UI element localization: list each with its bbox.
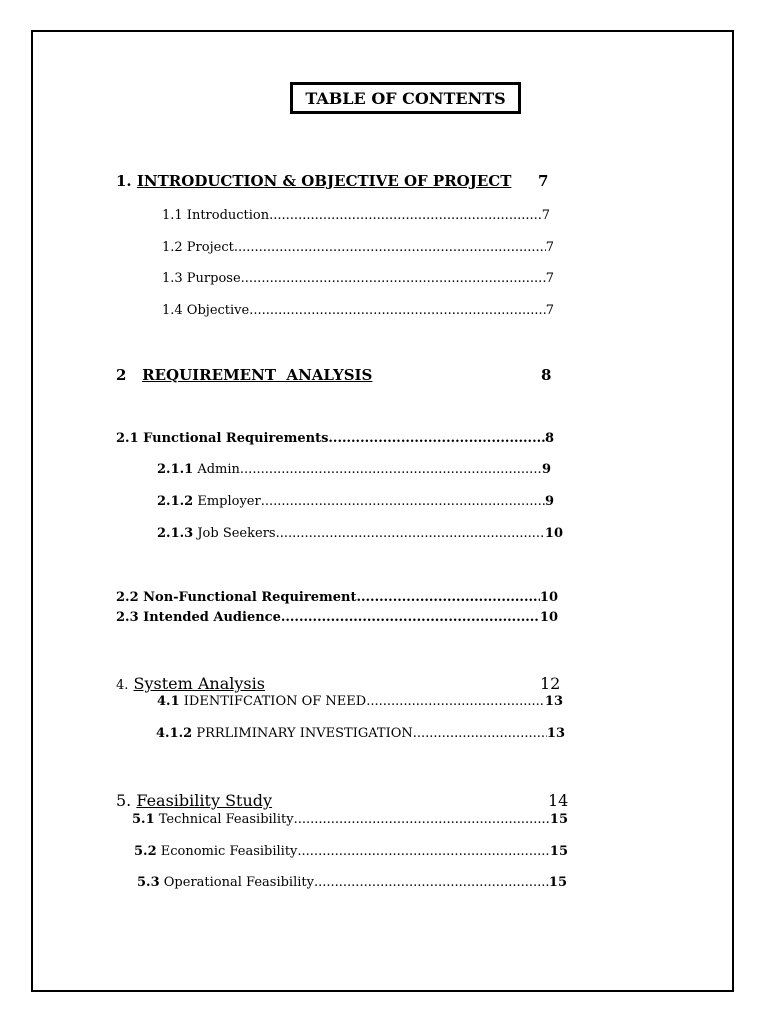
toc-entry-2-1-1[interactable] (157, 462, 551, 477)
leader-dots (297, 844, 550, 859)
leader-dots (269, 208, 542, 223)
entry-label: 2.2 Non-Functional Requirement (116, 590, 357, 605)
section-2-heading[interactable] (116, 366, 372, 384)
toc-entry-2-1-2[interactable] (157, 494, 554, 509)
page-number: 15 (549, 812, 568, 827)
entry-label: 1.4 Objective (162, 303, 250, 318)
section-2-page (541, 366, 551, 384)
toc-entry-5-1[interactable] (132, 812, 568, 827)
entry-label: 1.1 Introduction (162, 208, 270, 223)
section-num: 4. (116, 678, 129, 693)
entry-label: Admin (197, 462, 240, 477)
section-num: 1. (116, 172, 132, 190)
page-number: 14 (548, 791, 569, 810)
section-1-page (538, 172, 548, 190)
page-number: 8 (541, 366, 552, 384)
section-title: REQUIREMENT ANALYSIS (142, 366, 373, 384)
section-1-heading[interactable] (116, 172, 511, 190)
toc-title-text: TABLE OF CONTENTS (305, 88, 506, 108)
page-number: 8 (544, 431, 554, 446)
section-4-heading[interactable] (116, 674, 265, 693)
toc-entry-2-1[interactable] (116, 431, 554, 446)
page-number: 7 (545, 240, 554, 255)
leader-dots (356, 590, 539, 605)
entry-label: 1.3 Purpose (162, 271, 241, 286)
entry-number: 5.2 (134, 844, 157, 859)
toc-entry-2-3[interactable] (116, 610, 558, 625)
leader-dots (328, 431, 545, 446)
entry-label: 2.3 Intended Audience (116, 610, 281, 625)
page-number: 7 (545, 303, 554, 318)
section-title: INTRODUCTION & OBJECTIVE OF PROJECT (136, 172, 512, 190)
entry-number: 4.1.2 (156, 726, 193, 741)
entry-number: 2.1.3 (157, 526, 194, 541)
entry-number: 2.1.2 (157, 494, 194, 509)
section-5-heading[interactable] (116, 791, 272, 810)
leader-dots (261, 494, 545, 509)
entry-label: Job Seekers (197, 526, 276, 541)
toc-entry-5-3[interactable] (137, 875, 567, 890)
leader-dots (413, 726, 547, 741)
section-4-page (540, 674, 560, 693)
page-number: 10 (539, 610, 558, 625)
page-number: 15 (549, 844, 568, 859)
leader-dots (240, 462, 542, 477)
entry-label: 1.2 Project (162, 240, 234, 255)
section-num: 2 (116, 366, 127, 384)
page-number: 10 (544, 526, 563, 541)
page-number: 13 (546, 726, 565, 741)
section-title: System Analysis (133, 674, 265, 693)
leader-dots (294, 812, 550, 827)
entry-label: Economic Feasibility (160, 844, 298, 859)
entry-number: 2.1.1 (157, 462, 194, 477)
toc-entry-4-1[interactable] (157, 694, 563, 709)
page-number: 9 (544, 494, 554, 509)
section-5-page (548, 791, 568, 810)
entry-label: IDENTIFCATION OF NEED (183, 694, 367, 709)
page-number: 7 (541, 208, 550, 223)
entry-label: Operational Feasibility (163, 875, 314, 890)
leader-dots (281, 610, 540, 625)
toc-entry-4-1-2[interactable] (156, 726, 565, 741)
page-number: 7 (538, 172, 549, 190)
entry-number: 5.3 (137, 875, 160, 890)
leader-dots (241, 271, 546, 286)
entry-label: Employer (197, 494, 261, 509)
leader-dots (276, 526, 545, 541)
entry-label: 2.1 Functional Requirements (116, 431, 329, 446)
page-number: 15 (548, 875, 567, 890)
toc-entry-1-2[interactable] (162, 240, 554, 255)
page-number: 12 (540, 674, 561, 693)
leader-dots (234, 240, 546, 255)
toc-entry-1-1[interactable] (162, 208, 550, 223)
page-number: 13 (544, 694, 563, 709)
leader-dots (249, 303, 546, 318)
entry-label: Technical Feasibility (158, 812, 294, 827)
entry-number: 4.1 (157, 694, 180, 709)
section-num: 5. (116, 791, 132, 810)
toc-entry-2-1-3[interactable] (157, 526, 563, 541)
page-number: 7 (545, 271, 554, 286)
page-number: 10 (539, 590, 558, 605)
entry-label: PRRLIMINARY INVESTIGATION (196, 726, 413, 741)
page-number: 9 (541, 462, 551, 477)
toc-entry-1-4[interactable] (162, 303, 554, 318)
toc-title (290, 82, 521, 114)
leader-dots (366, 694, 545, 709)
leader-dots (314, 875, 549, 890)
toc-entry-1-3[interactable] (162, 271, 554, 286)
entry-number: 5.1 (132, 812, 155, 827)
toc-entry-2-2[interactable] (116, 590, 558, 605)
toc-entry-5-2[interactable] (134, 844, 568, 859)
section-title: Feasibility Study (136, 791, 273, 810)
